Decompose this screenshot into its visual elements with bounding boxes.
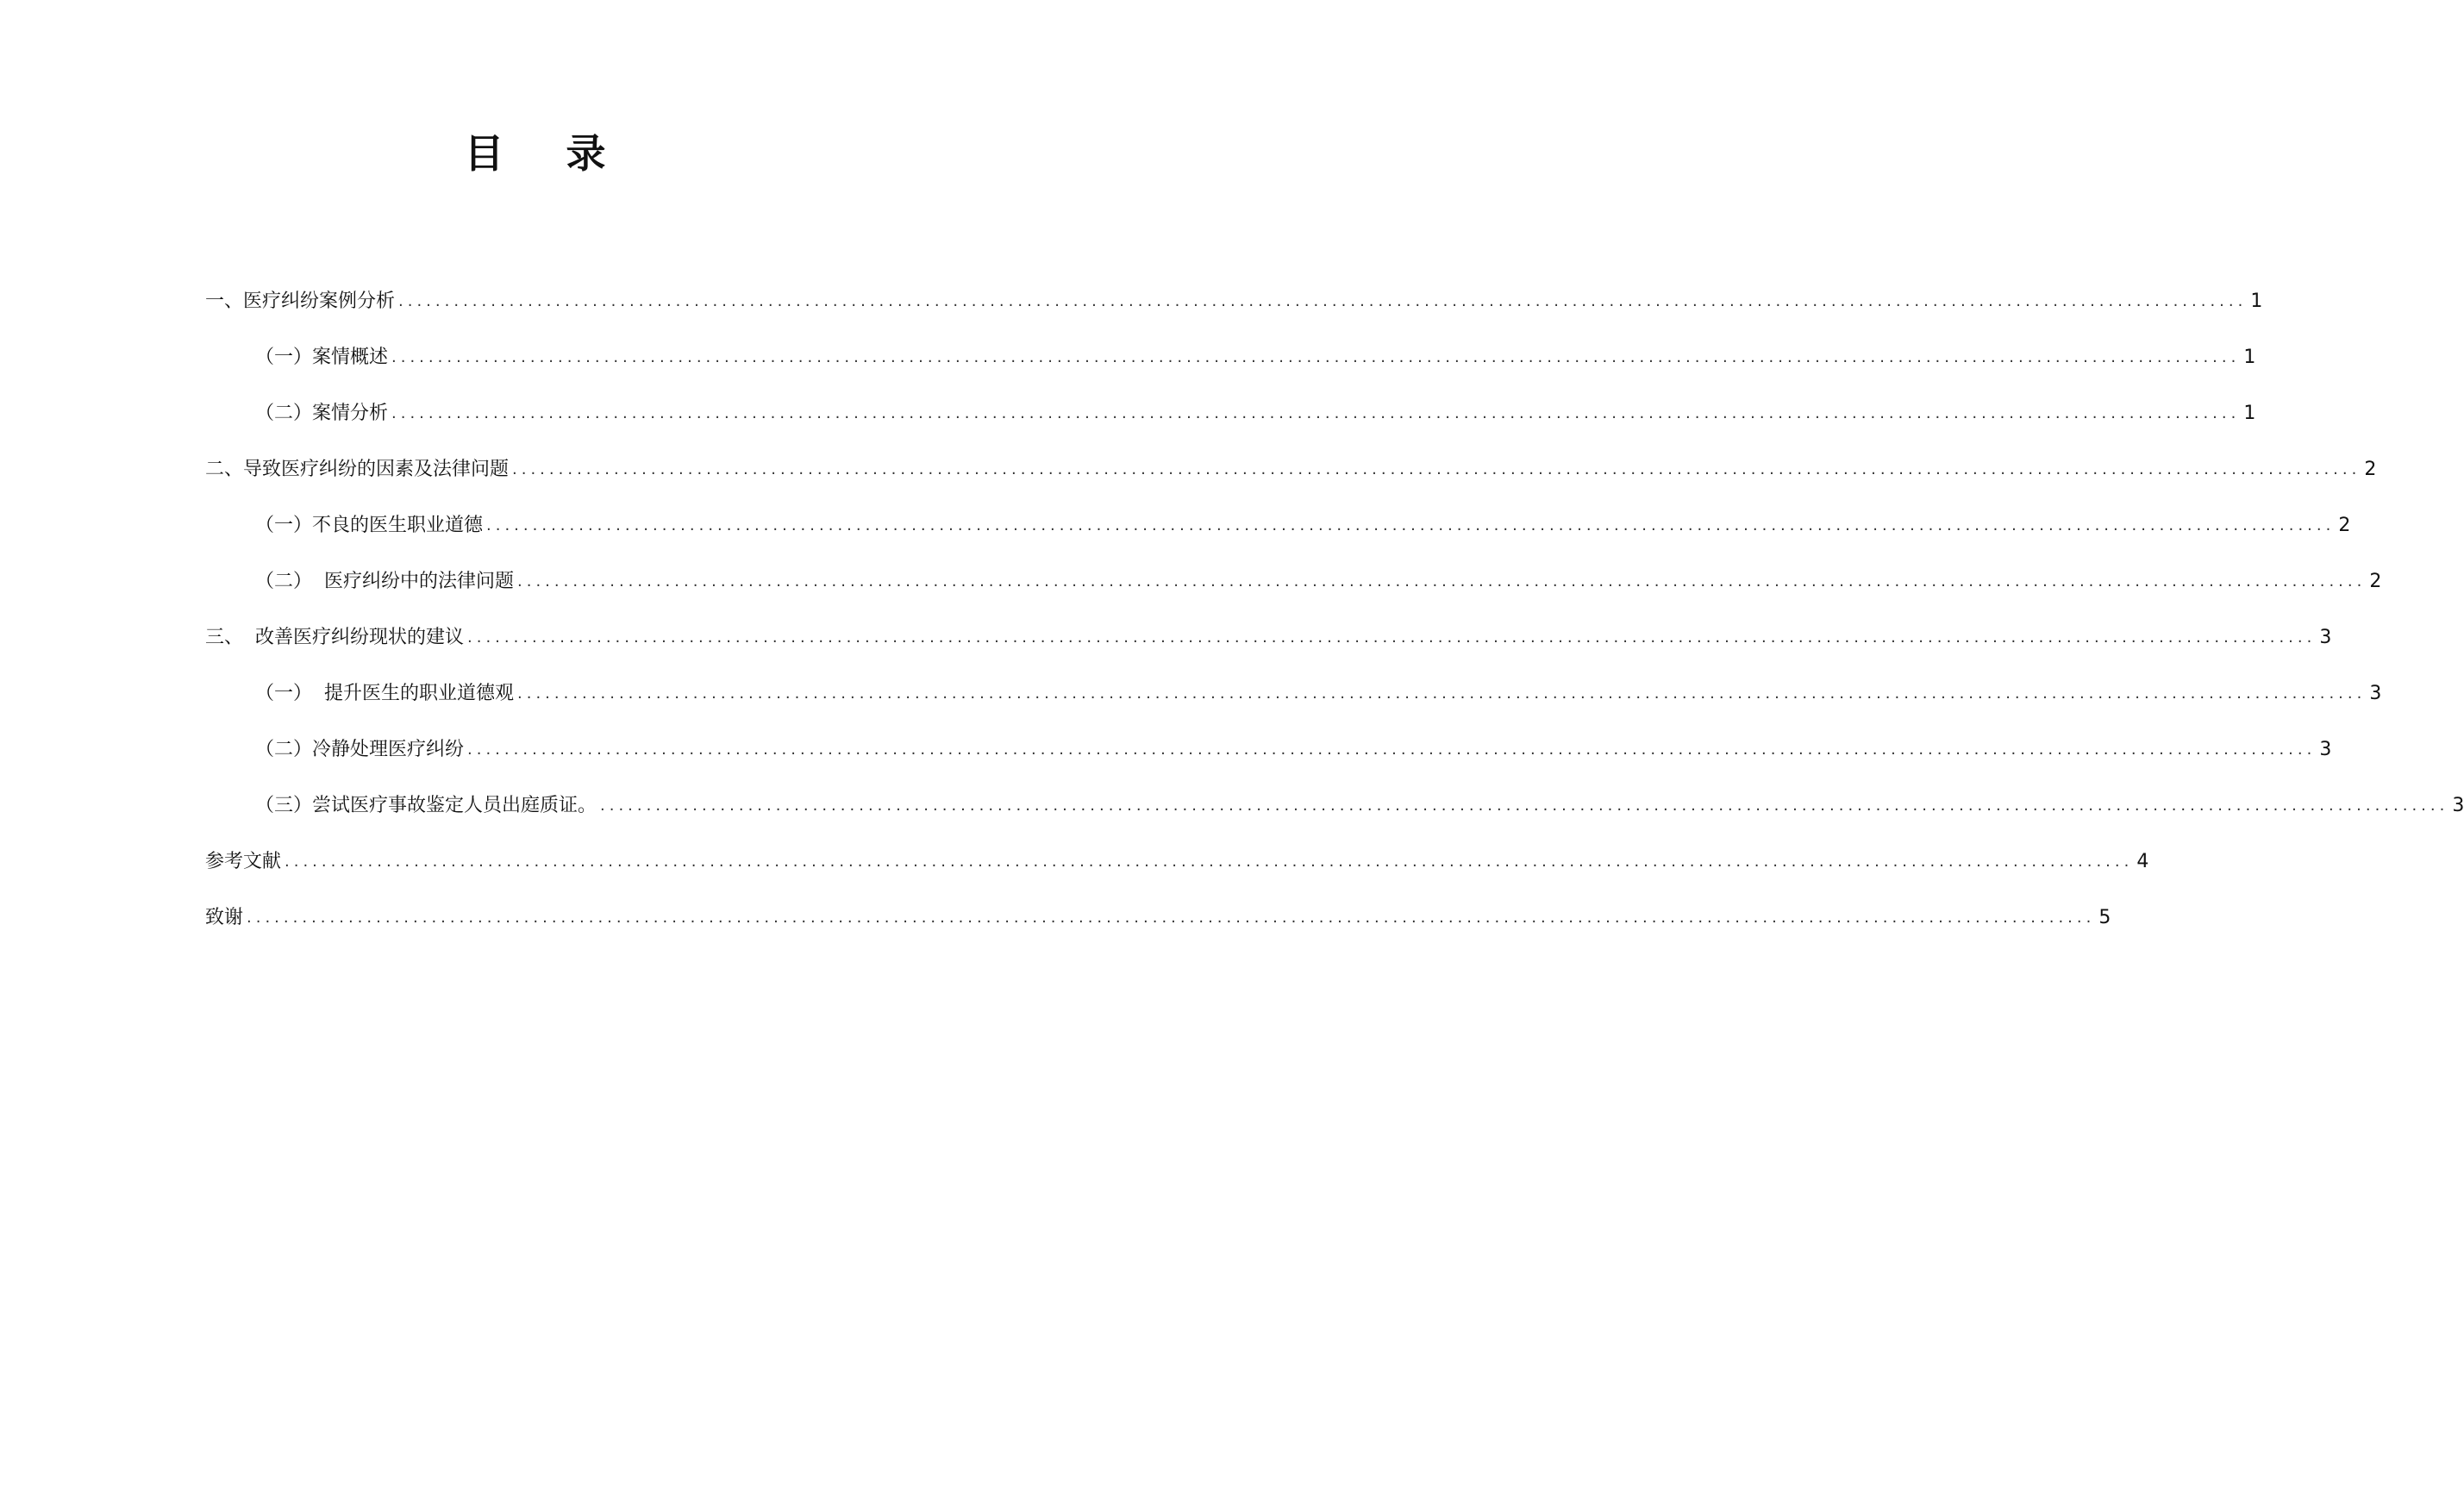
toc-entry[interactable] — [205, 371, 2256, 427]
toc-entry-label: （二）冷静处理医疗纠纷 — [255, 739, 465, 760]
toc-entry-label: 致谢 — [205, 907, 244, 928]
toc-entry-label: （一）案情概述 — [255, 347, 389, 368]
toc-leader-dots: ........................................................................................................................................................................................................ — [247, 909, 2096, 927]
toc-entry-label: 参考文献 — [205, 851, 282, 872]
toc-entry-page: 3 — [2319, 739, 2332, 760]
toc-leader-dots: ........................................................................................................................................................................................................ — [398, 292, 2248, 310]
toc-entry-page: 5 — [2098, 907, 2111, 928]
toc-entry-label: 一、医疗纠纷案例分析 — [205, 291, 396, 312]
toc-entry-label: （一） 提升医生的职业道德观 — [255, 683, 514, 704]
toc-entry[interactable] — [205, 483, 2351, 539]
toc-entry-label: 三、 改善医疗纠纷现状的建议 — [205, 627, 464, 648]
toc-entry-label: 二、导致医疗纠纷的因素及法律问题 — [205, 459, 510, 480]
toc-entry-page: 3 — [2369, 683, 2382, 704]
toc-entry-label: （二） 医疗纠纷中的法律问题 — [255, 571, 514, 592]
toc-entry-page: 1 — [2243, 403, 2256, 424]
toc-list — [205, 259, 2464, 931]
toc-entry-page: 2 — [2364, 459, 2377, 480]
toc-leader-dots: ........................................................................................................................................................................................................ — [517, 572, 2367, 590]
toc-entry[interactable] — [205, 595, 2332, 651]
toc-entry-page: 3 — [2319, 627, 2332, 648]
toc-entry-page: 2 — [2369, 571, 2382, 592]
toc-leader-dots: ........................................................................................................................................................................................................ — [600, 797, 2449, 815]
toc-entry[interactable] — [205, 875, 2111, 931]
toc-leader-dots: ........................................................................................................................................................................................................ — [512, 460, 2361, 478]
toc-entry[interactable] — [205, 763, 2464, 819]
toc-entry[interactable] — [205, 259, 2263, 315]
toc-entry-page: 1 — [2243, 347, 2256, 368]
toc-leader-dots: ........................................................................................................................................................................................................ — [517, 684, 2367, 703]
page-title: 目 录 — [464, 130, 630, 177]
toc-entry-page: 1 — [2250, 291, 2263, 312]
toc-entry-page: 2 — [2338, 515, 2351, 536]
toc-entry-label: （二）案情分析 — [255, 403, 389, 424]
toc-entry[interactable] — [205, 427, 2377, 483]
toc-leader-dots: ........................................................................................................................................................................................................ — [486, 516, 2336, 534]
toc-leader-dots: ........................................................................................................................................................................................................ — [285, 853, 2134, 871]
toc-entry[interactable] — [205, 651, 2382, 707]
toc-entry[interactable] — [205, 315, 2256, 371]
toc-leader-dots: ........................................................................................................................................................................................................ — [391, 404, 2241, 422]
toc-leader-dots: ........................................................................................................................................................................................................ — [467, 740, 2317, 759]
toc-entry-page: 4 — [2136, 851, 2149, 872]
toc-entry-page: 3 — [2452, 795, 2464, 816]
toc-entry[interactable] — [205, 819, 2149, 875]
toc-leader-dots: ........................................................................................................................................................................................................ — [391, 348, 2241, 366]
toc-entry-label: （三）尝试医疗事故鉴定人员出庭质证。 — [255, 795, 597, 816]
toc-leader-dots: ........................................................................................................................................................................................................ — [467, 628, 2317, 647]
toc-entry[interactable] — [205, 707, 2332, 763]
toc-entry-label: （一）不良的医生职业道德 — [255, 515, 484, 536]
toc-entry[interactable] — [205, 539, 2382, 595]
